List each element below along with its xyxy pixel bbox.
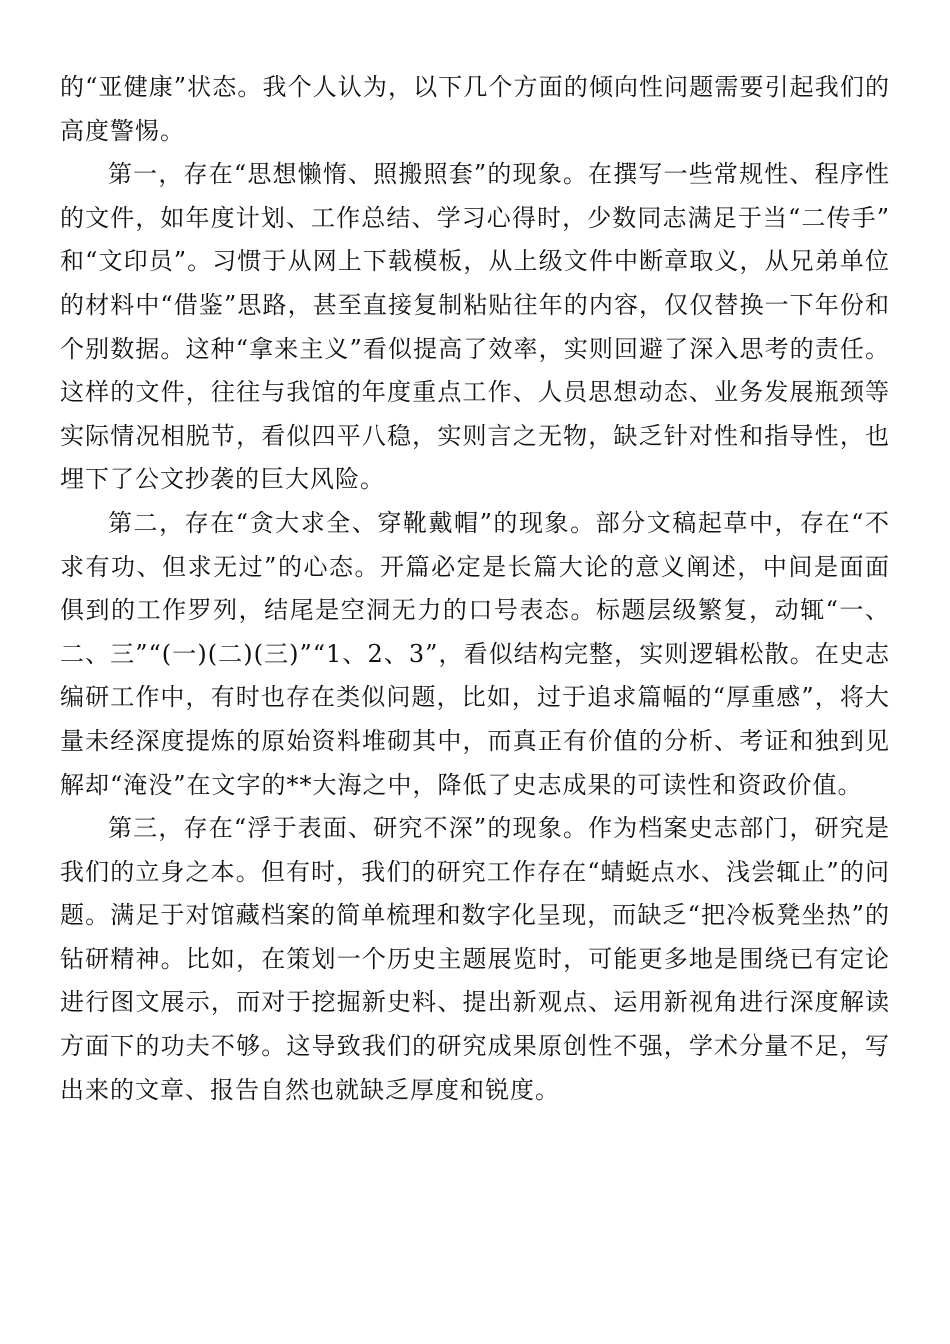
paragraph-continuation: 的“亚健康”状态。我个人认为，以下几个方面的倾向性问题需要引起我们的高度警惕。 [60, 73, 890, 145]
document-page [60, 66, 890, 1112]
paragraph-second-point: 第二，存在“贪大求全、穿靴戴帽”的现象。部分文稿起草中，存在“不求有功、但求无过”的心态。开篇必定是长篇大论的意义阐述，中间是面面俱到的工作罗列，结尾是空洞无力的口号表态。标题层级繁复，动辄“一、二、三”“(一)(二)(三)”“1、2、3”，看似结构完整，实则逻辑松散。在史志编研工作中，有时也存在类似问题，比如，过于追求篇幅的“厚重感”，将大量未经深度提炼的原始资料堆砌其中，而真正有价值的分析、考证和独到见解却“淹没”在文字的**大海之中，降低了史志成果的可读性和资政价值。 [60, 508, 890, 799]
paragraph-first-point: 第一，存在“思想懒惰、照搬照套”的现象。在撰写一些常规性、程序性的文件，如年度计划、工作总结、学习心得时，少数同志满足于当“二传手”和“文印员”。习惯于从网上下载模板，从上级文件中断章取义，从兄弟单位的材料中“借鉴”思路，甚至直接复制粘贴往年的内容，仅仅替换一下年份和个别数据。这种“拿来主义”看似提高了效率，实则回避了深入思考的责任。这样的文件，往往与我馆的年度重点工作、人员思想动态、业务发展瓶颈等实际情况相脱节，看似四平八稳，实则言之无物，缺乏针对性和指导性，也埋下了公文抄袭的巨大风险。 [60, 160, 890, 494]
paragraph-third-point: 第三，存在“浮于表面、研究不深”的现象。作为档案史志部门，研究是我们的立身之本。但有时，我们的研究工作存在“蜻蜓点水、浅尝辄止”的问题。满足于对馆藏档案的简单梳理和数字化呈现，而缺乏“把冷板凳坐热”的钻研精神。比如，在策划一个历史主题展览时，可能更多地是围绕已有定论进行图文展示，而对于挖掘新史料、提出新观点、运用新视角进行深度解读方面下的功夫不够。这导致我们的研究成果原创性不强，学术分量不足，写出来的文章、报告自然也就缺乏厚度和锐度。 [60, 814, 890, 1104]
